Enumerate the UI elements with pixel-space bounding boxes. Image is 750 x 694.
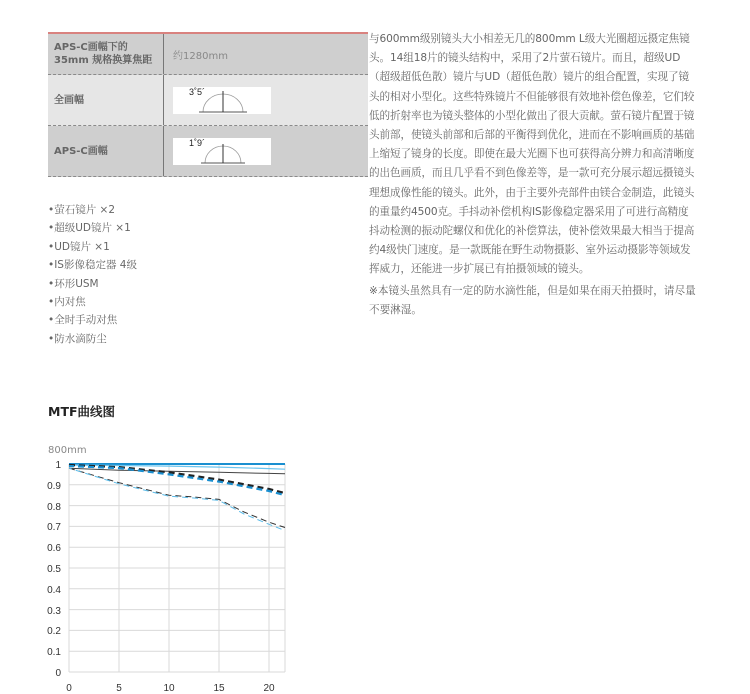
svg-text:5: 5 xyxy=(116,683,122,694)
mtf-chart xyxy=(40,455,300,694)
spec-value: 约1280mm xyxy=(173,50,228,62)
svg-text:0.4: 0.4 xyxy=(47,585,61,596)
svg-text:0.3: 0.3 xyxy=(47,606,61,617)
angle-of-view-diagram-icon xyxy=(173,87,271,114)
angle-arc-icon xyxy=(173,138,271,165)
spec-table xyxy=(48,32,368,177)
series-black-thin-dashed xyxy=(69,468,285,527)
spec-label: APS-C画幅 xyxy=(48,126,164,176)
svg-text:20: 20 xyxy=(263,683,275,694)
feature-item: •环形USM xyxy=(48,277,99,290)
angle-value: 3˚5´ xyxy=(189,86,206,97)
spec-row-aps-c xyxy=(48,126,368,177)
angle-arc-icon xyxy=(173,87,271,114)
feature-item: •防水滴防尘 xyxy=(48,332,107,345)
svg-text:0.6: 0.6 xyxy=(47,543,61,554)
spec-label: 全画幅 xyxy=(48,75,164,125)
svg-text:0.9: 0.9 xyxy=(47,481,61,492)
svg-text:0: 0 xyxy=(66,683,72,694)
feature-item: •IS影像稳定器 4级 xyxy=(48,259,137,272)
angle-of-view-diagram-icon xyxy=(173,138,271,165)
weather-note: ※本镜头虽然具有一定的防水滴性能，但是如果在雨天拍摄时，请尽量不要淋湿。 xyxy=(369,285,696,317)
spec-label: APS-C画幅下的35mm 规格换算焦距 xyxy=(48,34,164,74)
feature-list xyxy=(48,201,137,348)
feature-item: •超级UD镜片 ×1 xyxy=(48,222,131,235)
feature-item: •内对焦 xyxy=(48,295,86,308)
svg-text:10: 10 xyxy=(163,683,175,694)
svg-text:0.1: 0.1 xyxy=(47,647,61,658)
svg-text:0: 0 xyxy=(55,668,61,679)
angle-value: 1˚9´ xyxy=(189,137,206,148)
feature-item: •全时手动对焦 xyxy=(48,314,118,327)
mtf-series xyxy=(69,464,285,531)
series-blue-thick-dashed xyxy=(69,466,285,495)
svg-text:0.8: 0.8 xyxy=(47,502,61,513)
lens-description: 与600mm级别镜头大小相差无几的800mm L级大光圈超远摄定焦镜头。14组18片的镜头结构中，采用了2片萤石镜片。而且，超级UD（超级超低色散）镜片与UD（超低色散）镜片的组合配置，实现了镜头的相对小型化。这些特殊镜片不但能够很有效地补偿色像差，它们较低的折射率也为镜头整体的小型化做出了很大贡献。萤石镜片配置于镜头前部，使镜头前部和后部的平衡得到优化，进而在不影响画质的基础上缩短了镜身的长度。即使在最大光圈下也可获得高分辨力和高清晰度的出色画质，而且几乎看不到色像差等，是一款可充分展示超远摄镜头理想成像性能的镜头。此外，由于主要外壳部件由镁合金制造，此镜头的重量约4500克。手抖动补偿机构IS影像稳定器采用了可进行高精度抖动检测的振动陀螺仪和优化的补偿算法，使补偿效果最大相当于提高约4级快门速度。是一款既能在野生动物摄影、室外运动摄影等领域发挥威力，还能进一步扩展已有拍摄领域的镜头。 xyxy=(369,33,695,276)
feature-item: •萤石镜片 ×2 xyxy=(48,204,116,216)
series-black-solid xyxy=(69,468,285,474)
mtf-title: MTF曲线图 xyxy=(48,404,116,419)
x-axis-labels xyxy=(66,683,275,694)
chart-grid xyxy=(69,464,285,672)
y-axis-labels xyxy=(47,460,61,679)
svg-text:15: 15 xyxy=(213,683,225,694)
svg-text:0.2: 0.2 xyxy=(47,626,61,637)
feature-item: •UD镜片 ×1 xyxy=(48,240,110,253)
spec-row-equivalent-focal-length xyxy=(48,34,368,75)
focal-length-label: 800mm xyxy=(48,445,87,456)
svg-text:1: 1 xyxy=(55,460,61,471)
svg-text:0.7: 0.7 xyxy=(47,522,61,533)
spec-row-full-frame xyxy=(48,75,368,126)
svg-text:0.5: 0.5 xyxy=(47,564,61,575)
